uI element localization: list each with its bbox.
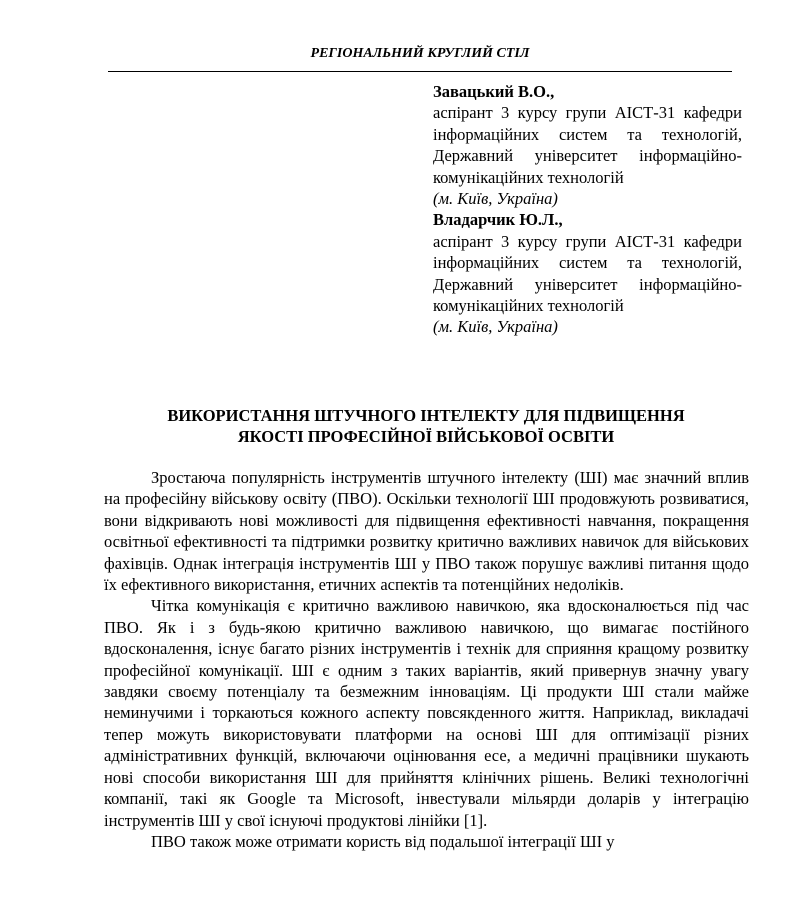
article-title [108, 405, 744, 448]
author-name: Завацький В.О., [433, 82, 555, 101]
author-location: (м. Київ, Україна) [433, 189, 558, 209]
body-paragraph: ПВО також може отримати користь від подальшої інтеграції ШІ у [151, 831, 615, 851]
body-paragraph: Чітка комунікація є критично важливою навичкою, яка вдосконалюється під час ПВО. Як і з будь-якою критично важливою навичкою, що вимагає постійного вдосконалення, існує багато різних інструментів і технік для сприяння кращому розвитку професійної комунікації. ШІ є одним з таких варіантів, який привернув значну увагу завдяки своєму потенціалу та безмежним інноваціям. Ці продукти ШІ стали майже неминучими і торкаються кожного аспекту повсякденного життя. Наприклад, викладачі тепер можуть використовувати платформи на основі ШІ для оптимізації різних адміністративних функцій, включаючи оцінювання есе, а медичні працівники шукають нові способи використання ШІ для прийняття клінічних рішень. Великі технологічні компанії, такі як Google та Microsoft, інвестували мільярди доларів у інтеграцію інструментів ШІ у свої існуючі продуктові лінійки [1]. [104, 596, 749, 830]
author-entry [433, 209, 742, 337]
header-rule [108, 71, 732, 72]
author-name: Владарчик Ю.Л., [433, 210, 563, 230]
author-block [433, 81, 742, 338]
article-title-line: ЯКОСТІ ПРОФЕСІЙНОЇ ВІЙСЬКОВОЇ ОСВІТИ [237, 427, 615, 447]
author-location: (м. Київ, Україна) [433, 317, 558, 337]
article-title-line: ВИКОРИСТАННЯ ШТУЧНОГО ІНТЕЛЕКТУ ДЛЯ ПІДВИЩЕННЯ [167, 406, 685, 425]
author-entry [433, 81, 742, 209]
author-affiliation: аспірант 3 курсу групи АІСТ-31 кафедри інформаційних систем та технологій, Державний університет інформаційно-комунікаційних технологій [433, 103, 742, 187]
author-affiliation: аспірант 3 курсу групи АІСТ-31 кафедри інформаційних систем та технологій, Державний університет інформаційно-комунікаційних технологій [433, 231, 742, 316]
body-paragraph: Зростаюча популярність інструментів штучного інтелекту (ШІ) має значний вплив на професійну військову освіту (ПВО). Оскільки технології ШІ продовжують розвиватися, вони відкривають нові можливості для підвищення ефективності навчання, покращення освітньої ефективності та підтримки розвитку критично важливих навичок для військових фахівців. Однак інтеграція інструментів ШІ у ПВО також порушує важливі питання щодо їх ефективного використання, етичних аспектів та потенційних недоліків. [104, 468, 749, 595]
article-body [104, 467, 749, 852]
running-header: РЕГІОНАЛЬНИЙ КРУГЛИЙ СТІЛ [310, 46, 530, 61]
